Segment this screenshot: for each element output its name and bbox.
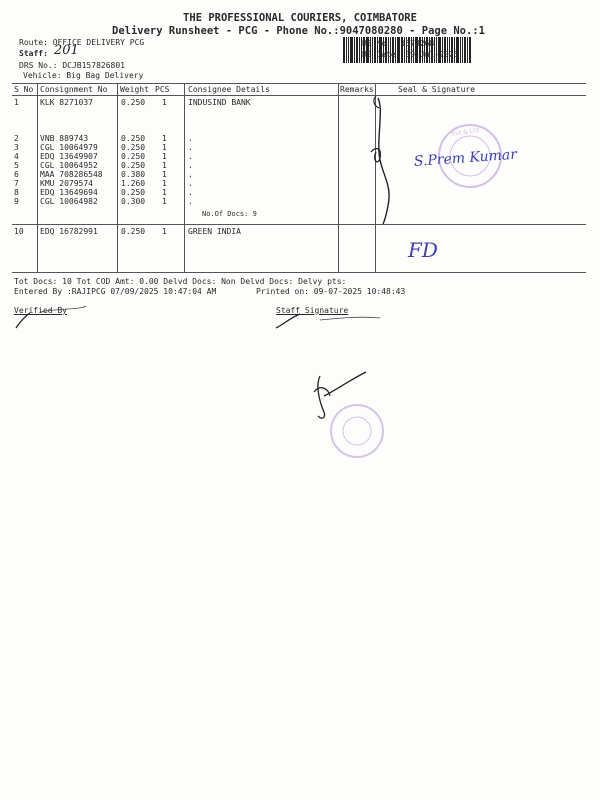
row-pcs: 1: [162, 197, 167, 206]
header-pcs: PCS: [155, 85, 170, 94]
row-weight: 0.250: [121, 188, 146, 197]
header-weight: Weight: [120, 85, 149, 94]
no-of-docs: No.Of Docs: 9: [202, 210, 257, 218]
row-consignment: CGL 10064952: [40, 161, 98, 170]
row-weight: 0.250: [121, 143, 146, 152]
row-pcs: 1: [162, 143, 167, 152]
row-sno: 2: [14, 134, 19, 143]
runsheet-subtitle: Delivery Runsheet - PCG - Phone No.:9047080280 - Page No.:1: [112, 25, 485, 37]
row-pcs: 1: [162, 98, 167, 107]
row-consignee: .: [188, 170, 193, 179]
row-consignment: EDQ 13649907: [40, 152, 98, 161]
row-sno: 4: [14, 152, 19, 161]
row-consignee: .: [188, 161, 193, 170]
row-weight: 0.250: [121, 227, 146, 236]
row-consignee: GREEN INDIA: [188, 227, 241, 236]
row-weight: 0.300: [121, 197, 146, 206]
rs-date: RS Date: 09-Jul-2025: [362, 50, 459, 59]
company-title: THE PROFESSIONAL COURIERS, COIMBATORE: [183, 12, 417, 24]
row-pcs: 1: [162, 179, 167, 188]
row-sno: 8: [14, 188, 19, 197]
row-pcs: 1: [162, 188, 167, 197]
signature-prem-kumar: S.Prem Kumar: [413, 146, 518, 170]
staff-signature-label: Staff Signature: [276, 306, 349, 315]
row-consignee: .: [188, 179, 193, 188]
row-weight: 1.260: [121, 179, 146, 188]
row-pcs: 1: [162, 161, 167, 170]
header-seal-signature: Seal & Signature: [398, 85, 476, 94]
row-sno: 5: [14, 161, 19, 170]
row-consignee: .: [188, 143, 193, 152]
row-consignee: .: [188, 134, 193, 143]
row-consignment: VNB 889743: [40, 134, 89, 143]
rs-number: RS No.: 1578268: [362, 39, 435, 48]
staff-handwritten: 201: [54, 43, 79, 58]
row-consignee: INDUSIND BANK: [188, 98, 251, 107]
printed-on: Printed on: 09-07-2025 10:48:43: [256, 287, 406, 296]
verified-by-label: Verified By: [14, 306, 67, 315]
pen-stroke: [378, 98, 389, 224]
signature-fd: FD: [408, 238, 438, 262]
row-consignment: KLK 8271037: [40, 98, 93, 107]
row-sno: 3: [14, 143, 19, 152]
row-consignment: KMU 2079574: [40, 179, 93, 188]
row-consignment: EDQ 16782991: [40, 227, 98, 236]
row-consignment: MAA 708286548: [40, 170, 103, 179]
staff-signature-tick: [276, 314, 300, 328]
row-pcs: 1: [162, 227, 167, 236]
header-consignment: Consignment No: [40, 85, 108, 94]
row-consignee: .: [188, 152, 193, 161]
row-sno: 6: [14, 170, 19, 179]
row-weight: 0.380: [121, 170, 146, 179]
drs-number: DRS No.: DCJB157826801: [19, 61, 125, 70]
staff-label: Staff:: [19, 49, 48, 58]
row-sno: 10: [14, 227, 24, 236]
row-consignee: .: [188, 197, 193, 206]
bottom-stamp: [331, 405, 383, 457]
row-sno: 9: [14, 197, 19, 206]
header-consignee: Consignee Details: [188, 85, 270, 94]
row-weight: 0.250: [121, 152, 146, 161]
row-consignment: EDQ 13649694: [40, 188, 98, 197]
row-consignment: CGL 10064979: [40, 143, 98, 152]
header-sno: S No: [14, 85, 34, 94]
row-pcs: 1: [162, 152, 167, 161]
totals-summary: Tot Docs: 10 Tot COD Amt: 0.00 Delvd Docs: Non Delvd Docs: Delvy pts:: [14, 277, 347, 286]
row-sno: 1: [14, 98, 19, 107]
row-weight: 0.250: [121, 161, 146, 170]
row-consignment: CGL 10064982: [40, 197, 98, 206]
entered-by: Entered By :RAJIPCG 07/09/2025 10:47:04 AM: [14, 287, 217, 296]
verified-tick-mark: [16, 313, 30, 328]
bottom-pen-mark: [318, 372, 366, 418]
row-pcs: 1: [162, 134, 167, 143]
route-label: Route: OFFICE DELIVERY PCG: [19, 38, 145, 47]
row-weight: 0.250: [121, 98, 146, 107]
svg-text:Pvt & Ltd: Pvt & Ltd: [451, 126, 480, 139]
header-remarks: Remarks: [340, 85, 374, 94]
row-sno: 7: [14, 179, 19, 188]
row-pcs: 1: [162, 170, 167, 179]
row-consignee: .: [188, 188, 193, 197]
vehicle-label: Vehicle: Big Bag Delivery: [23, 71, 144, 80]
row-weight: 0.250: [121, 134, 146, 143]
